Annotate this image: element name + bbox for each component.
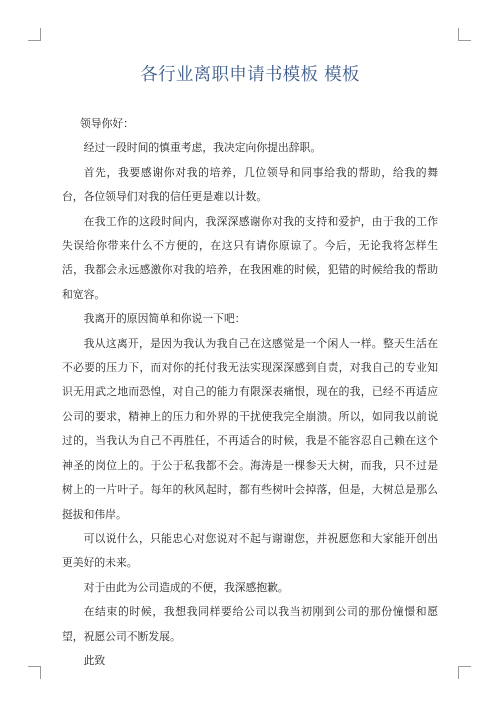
document-body (62, 112, 438, 673)
closing-phrase: 此致 (83, 653, 106, 667)
crop-mark-bottom-right (458, 666, 471, 679)
paragraph: 我从这离开，是因为我认为我自己在这感觉是一个闲人一样。整天生活在不必要的压力下，而对你的托付我无法实现深深感到自责，对我自己的专业知识无用武之地而恐惶，对自己的能力有限深表痛恨，现在的我，已经不再适应公司的要求，精神上的压力和外界的干扰使我完全崩溃。所以，如同我以前说过的，当我认为自己不再胜任，不再适合的时候，我是不能容忍自己赖在这个神圣的岗位上的。于公于私我都不会。海涛是一棵参天大树，而我，只不过是树上的一片叶子。每年的秋风起时，都有些树叶会掉落，但是，大树总是那么挺拔和伟岸。 (62, 336, 438, 521)
paragraph: 首先，我要感谢你对我的培养，几位领导和同事给我的帮助，给我的舞台，各位领导们对我的信任更是难以计数。 (62, 165, 438, 204)
crop-mark-top-left (28, 28, 41, 41)
paragraph: 经过一段时间的慎重考虑，我决定向你提出辞职。 (83, 141, 322, 155)
salutation: 领导你好： (80, 117, 134, 130)
paragraph: 在结束的时候，我想我同样要给公司以我当初刚到公司的那份憧憬和愿望，祝愿公司不断发展。 (62, 605, 438, 643)
document-title: 各行业离职申请书模板 模板 (140, 65, 360, 85)
paragraph: 我离开的原因简单和你说一下吧： (83, 312, 246, 326)
paragraph: 在我工作的这段时间内，我深深感谢你对我的支持和爱护，由于我的工作失误给你带来什么不方便的，在这只有请你原谅了。今后，无论我将怎样生活，我都会永远感激你对我的培养，在我困难的时候，犯错的时候给我的帮助和宽容。 (62, 214, 438, 301)
paragraph: 对于由此为公司造成的不便，我深感抱歉。 (83, 580, 289, 594)
paragraph: 可以说什么，只能忠心对您说对不起与谢谢您，并祝愿您和大家能开创出更美好的未来。 (62, 531, 438, 570)
crop-mark-top-right (458, 28, 471, 41)
crop-mark-bottom-left (28, 666, 41, 679)
